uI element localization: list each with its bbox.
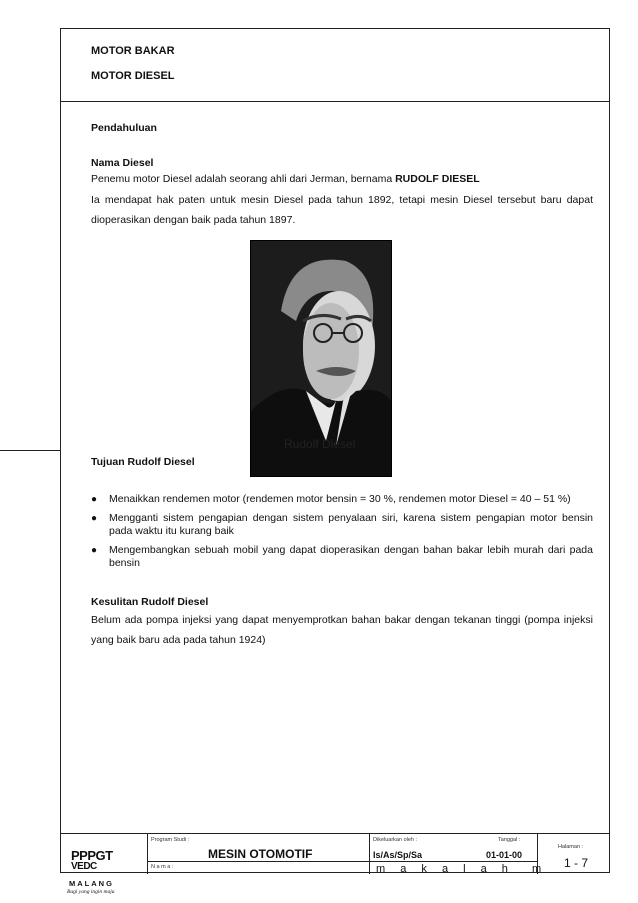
section-title-difficulty: Kesulitan Rudolf Diesel (91, 596, 209, 608)
issued-value: Is/As/Sp/Sa (373, 850, 423, 860)
page-label: Halaman : (558, 844, 584, 850)
date-value: 01-01-00 (486, 850, 523, 860)
footer-program-cell (147, 834, 369, 874)
inventor-name: RUDOLF DIESEL (395, 173, 480, 185)
margin-line (0, 450, 60, 451)
header-title: MOTOR BAKAR (91, 45, 175, 57)
header-divider (61, 101, 609, 102)
intro-section (91, 122, 593, 230)
header-subtitle: MOTOR DIESEL (91, 70, 175, 82)
footer-inner-divider (148, 861, 369, 862)
goals-list (91, 493, 593, 570)
intro-text: Penemu motor Diesel adalah seorang ahli dari Jerman, bernama (91, 173, 396, 185)
section-title-goals: Tujuan Rudolf Diesel (91, 456, 195, 468)
logo-city: MALANG (69, 879, 114, 888)
footer-page-cell (537, 834, 609, 874)
difficulty-section (91, 596, 593, 650)
bullet-icon: ● (91, 494, 98, 505)
list-item (91, 544, 593, 570)
page-value: 1 - 7 (564, 856, 589, 870)
intro-paragraph-1 (91, 172, 593, 186)
logo-motto: Bagi yang ingin maju (67, 889, 115, 895)
program-label: Program Studi : (151, 837, 190, 843)
bullet-icon: ● (91, 513, 98, 524)
program-value: MESIN OTOMOTIF (208, 847, 313, 861)
list-item (91, 493, 593, 506)
difficulty-paragraph: Belum ada pompa injeksi yang dapat menyemprotkan bahan bakar dengan tekanan tinggi (pompa injeksi yang baik baru ada pada tahun 1924) (91, 614, 593, 646)
name-value: m a k a l a h m (376, 863, 548, 875)
goal-text: Mengganti sistem pengapian dengan sistem penyalaan siri, karena sistem pengapian motor bensin pada waktu itu kurang baik (109, 512, 593, 537)
logo-text-mid: VEDC (71, 861, 97, 872)
section-title-intro: Pendahuluan (91, 122, 157, 134)
photo-caption: Rudolf Diesel (284, 437, 356, 451)
list-item (91, 512, 593, 538)
bullet-icon: ● (91, 545, 98, 556)
footer-issued-cell (369, 834, 548, 875)
logo-text-top: PPPGT (71, 848, 113, 863)
goal-text: Mengembangkan sebuah mobil yang dapat dioperasikan dengan bahan bakar lebih murah dari pada bensin (109, 544, 593, 569)
footer-inner-divider-2 (370, 861, 537, 862)
footer (61, 833, 609, 895)
date-label: Tanggal : (498, 837, 521, 843)
goal-text: Menaikkan rendemen motor (rendemen motor bensin = 30 %, rendemen motor Diesel = 40 – 51 %) (109, 493, 571, 505)
footer-logo (61, 834, 147, 895)
intro-paragraph-2: Ia mendapat hak paten untuk mesin Diesel pada tahun 1892, tetapi mesin Diesel tersebut baru dapat dioperasikan dengan baik pada tahun 1897. (91, 194, 593, 226)
issued-label: Dikeluarkan oleh : (373, 837, 418, 843)
name-label: N a m a : (151, 864, 174, 870)
section-subtitle-name: Nama Diesel (91, 157, 154, 169)
